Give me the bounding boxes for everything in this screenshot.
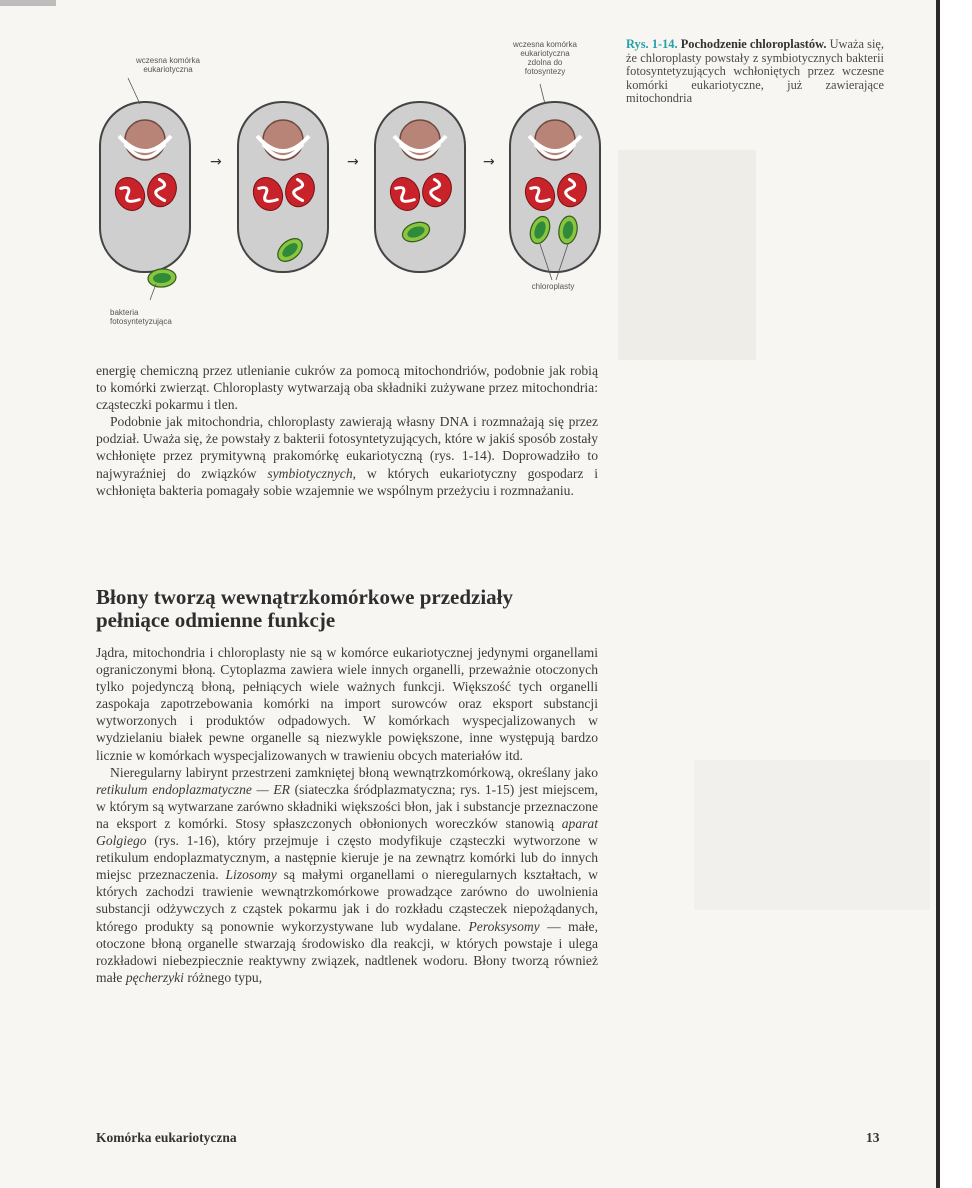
page-margin [940, 0, 972, 1188]
scan-shade [618, 150, 756, 360]
cell-stage-1 [100, 102, 190, 272]
figure-chloroplast-origin [90, 32, 622, 342]
arrow-1: → [210, 154, 222, 170]
cell-stage-2 [238, 102, 328, 272]
figure-caption [626, 38, 884, 106]
scan-corner-mark [0, 0, 56, 6]
body-top [96, 362, 598, 499]
scan-shade [694, 760, 930, 910]
body-bottom [96, 644, 598, 986]
paragraph: energię chemiczną przez utlenianie cukrów za pomocą mitochondriów, podobnie jak robią to komórki zwierząt. Chloroplasty wytwarzają oba składniki zużywane przez mitochondria: cząsteczki pokarmu i tlen. [96, 363, 598, 413]
label-chloroplasts: chloroplasty [531, 282, 575, 291]
label-early-cell: wczesna komórka eukariotyczna [135, 56, 201, 74]
figure-diagram [90, 32, 622, 342]
running-footer: Komórka eukariotyczna [96, 1130, 237, 1145]
page-number: 13 [866, 1130, 880, 1145]
paragraph: Podobnie jak mitochondria, chloroplasty zawierają własny DNA i rozmnażają się przez podział. Uważa się, że powstały z bakterii fotosyntetyzujących, które w jakiś sposób zostały wchłonięte przez prymitywną prakomórkę eukariotyczną (rys. 1-14). Doprowadziło to najwyraźniej do związków symbiotycznych, w których eukariotyczny gospodarz i wchłonięta bakteria pomagały sobie wzajemnie we wspólnym przeżyciu i rozmnażaniu. [96, 414, 599, 498]
paragraph: Jądra, mitochondria i chloroplasty nie są w komórce eukariotycznej jedynymi organellami ograniczonymi błoną. Cytoplazma zawiera wiele innych organelli, przeważnie otoczonych tylko pojedynczą błoną, pełniących wiele ważnych funkcji. Większość tych organelli zaspokaja zapotrzebowania komórki na import surowców oraz eksport substancji wytworzonych i produktów odpadowych. W komórkach wyspecjalizowanych w wydzielaniu białek pewne organelle są niezwykle powiększone, inne występują bardzo licznie w komórkach wyspecjalizowanych w trawieniu obcych materiałów itd. [96, 645, 598, 763]
label-bacteria: bakteria fotosyntetyzująca [110, 308, 172, 326]
arrow-3: → [483, 154, 495, 170]
label-photosynthetic-cell: wczesna komórka eukariotyczna zdolna do fotosyntezy [512, 40, 578, 76]
paragraph: Nieregularny labirynt przestrzeni zamkniętej błoną wewnątrzkomórkową, określany jako retikulum endoplazmatyczne — ER (siateczka śródplazmatyczna; rys. 1-15) jest miejscem, w którym są wytwarzane zarówno składniki większości błon, jak i substancje przeznaczone na eksport z komórki. Stosy spłaszczonych obłonionych woreczków stanowią aparat Golgiego (rys. 1-16), który przejmuje i często modyfikuje cząsteczki wytworzone w retikulum endoplazmatycznym, a następnie kieruje je na zewnątrz komórki lub do innych miejsc przeznaczenia. Lizosomy są małymi organellami o nieregularnych kształtach, w których zachodzi trawienie wewnątrzkomórkowe prowadzące zarówno do uwolnienia substancji odżywczych z cząstek pokarmu jak i do rozkładu cząsteczek niepożądanych, którego produkty są ponownie wykorzystywane lub wydalane. Peroksysomy — małe, otoczone błoną organelle stwarzają środowisko dla reakcji, w których powstaje i ulega rozkładowi niebezpiecznie reaktywny związek, nadtlenek wodoru. Błony tworzą również małe pęcherzyki różnego typu, [96, 764, 598, 985]
section-heading: Błony tworzą wewnątrzkomórkowe przedziały pełniące odmienne funkcje [96, 585, 514, 632]
caption-title: Pochodzenie chloroplastów. [680, 37, 827, 51]
cell-stage-4 [510, 102, 600, 272]
caption-number: Rys. 1-14. [626, 37, 678, 51]
arrow-2: → [347, 154, 359, 170]
cell-stage-3 [375, 102, 465, 272]
caption-body: Uważa się, że chloroplasty powstały z symbiotycznych bakterii fotosyntetyzujących wchłoniętych przez wczesne komórki eukariotyczne, już zawierające mitochondria [626, 37, 884, 106]
